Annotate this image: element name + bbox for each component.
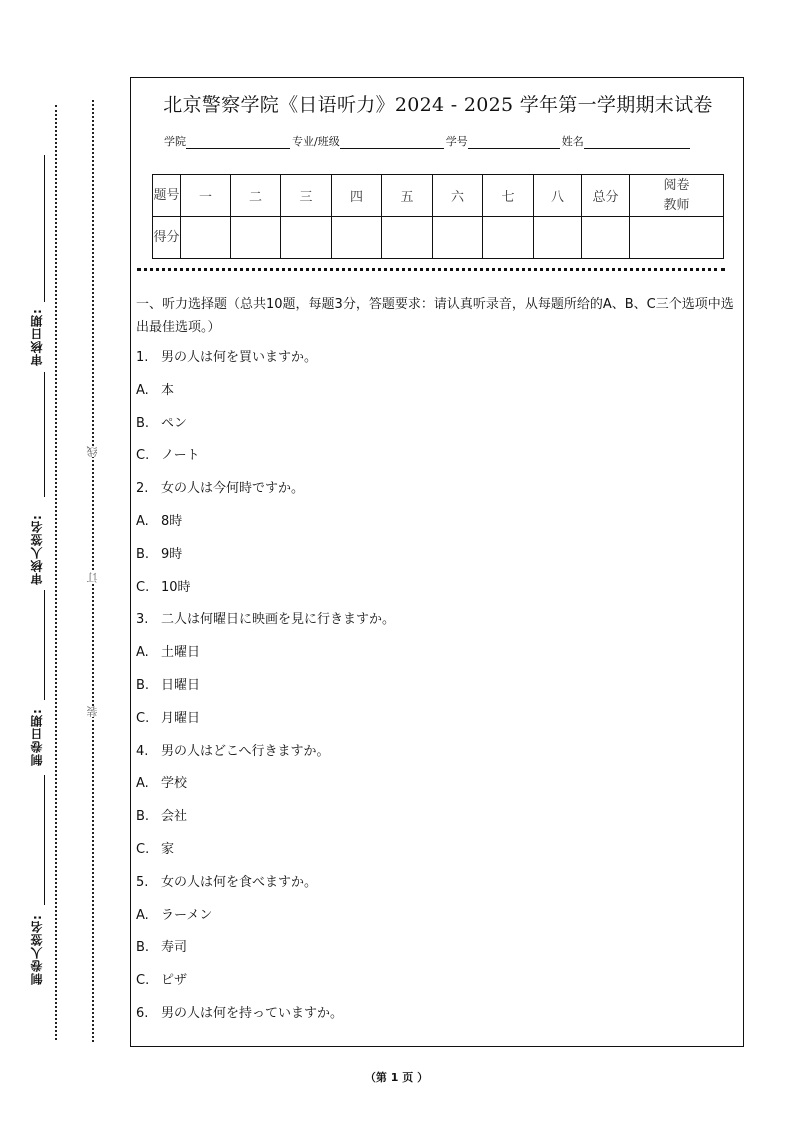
option-2a[interactable]: [136, 512, 744, 545]
student-id-field[interactable]: [468, 136, 560, 149]
option-text: 月曜日: [161, 710, 201, 726]
reviewer-sign-line-2: [44, 590, 45, 700]
score-cell-2[interactable]: [231, 217, 281, 259]
option-5a[interactable]: [136, 906, 744, 939]
reviewer-sign-label: 审核人签名:: [30, 514, 44, 586]
col-4: 四: [332, 175, 382, 217]
option-text: 学校: [161, 776, 188, 792]
option-key: A.: [136, 907, 149, 923]
option-text: 8時: [161, 513, 183, 529]
option-key: C.: [136, 579, 150, 595]
question-5: [136, 873, 744, 906]
option-3b[interactable]: [136, 676, 744, 709]
option-text: ノート: [161, 448, 200, 464]
col-1: 一: [181, 175, 231, 217]
col-6: 六: [433, 175, 483, 217]
page-number: （第 1 页 ）: [364, 1071, 429, 1084]
option-key: A.: [136, 382, 149, 398]
paper-maker-sign-field[interactable]: [28, 910, 52, 990]
col-8: 八: [534, 175, 582, 217]
score-table-header-row: [153, 175, 724, 217]
col-7: 七: [483, 175, 534, 217]
option-2c[interactable]: [136, 578, 744, 611]
review-date-line: [44, 155, 45, 302]
exam-frame: [130, 77, 744, 1047]
question-text: 男の人はどこへ行きますか。: [161, 743, 330, 759]
college-label: 学院: [164, 135, 186, 148]
paper-date-field[interactable]: [28, 705, 52, 770]
option-text: ピザ: [161, 973, 188, 989]
option-text: 土曜日: [161, 645, 201, 661]
question-text: 女の人は何を食べますか。: [161, 874, 318, 890]
score-table: [152, 174, 724, 259]
option-text: 家: [161, 841, 175, 857]
question-1: [136, 348, 744, 381]
option-text: 10時: [161, 579, 191, 595]
option-1b[interactable]: [136, 414, 744, 447]
option-key: B.: [136, 809, 150, 825]
option-key: C.: [136, 710, 150, 726]
option-key: B.: [136, 546, 150, 562]
option-2b[interactable]: [136, 545, 744, 578]
option-key: C.: [136, 448, 150, 464]
option-key: B.: [136, 940, 150, 956]
option-text: 会社: [161, 809, 188, 825]
dotted-separator: [137, 268, 725, 271]
reviewer-sign-field[interactable]: [28, 505, 52, 595]
question-number: 3.: [136, 612, 149, 628]
option-key: A.: [136, 776, 149, 792]
option-key: B.: [136, 677, 150, 693]
option-text: ペン: [161, 415, 188, 431]
question-section: [136, 293, 744, 1037]
score-cell-grader[interactable]: [630, 217, 724, 259]
col-2: 二: [231, 175, 281, 217]
option-key: B.: [136, 415, 150, 431]
option-4a[interactable]: [136, 774, 744, 807]
major-class-label: 专业/班级: [292, 135, 340, 148]
option-5b[interactable]: [136, 938, 744, 971]
option-text: 9時: [161, 546, 183, 562]
option-key: C.: [136, 841, 150, 857]
paper-maker-line: [44, 775, 45, 905]
question-text: 二人は何曜日に映画を見に行きますか。: [161, 612, 396, 628]
score-table-score-row: [153, 217, 724, 259]
name-label: 姓名: [561, 135, 584, 148]
col-grader: 阅卷教师: [630, 175, 724, 217]
score-cell-8[interactable]: [534, 217, 582, 259]
question-4: [136, 742, 744, 775]
score-cell-5[interactable]: [382, 217, 433, 259]
paper-date-label: 制卷日期:: [30, 708, 44, 767]
question-text: 男の人は何を買いますか。: [161, 350, 318, 365]
question-number: 2.: [136, 481, 149, 497]
option-4b[interactable]: [136, 807, 744, 840]
student-id-label: 学号: [445, 135, 468, 148]
question-number: 5.: [136, 874, 149, 890]
question-number: 6.: [136, 1005, 149, 1021]
college-field[interactable]: [186, 136, 290, 149]
option-4c[interactable]: [136, 840, 744, 873]
option-key: C.: [136, 973, 150, 989]
col-3: 三: [281, 175, 332, 217]
cut-mark-ding: 订: [86, 572, 99, 583]
section-instruction: 一、听力选择题（总共10题，每题3分，答题要求：请认真听录音，从每题所给的A、B、C三个选项中选出最佳选项。）: [136, 297, 734, 335]
option-text: ラーメン: [161, 907, 213, 923]
review-date-field[interactable]: [28, 302, 52, 372]
exam-title: 北京警察学院《日语听力》2024 - 2025 学年第一学期期末试卷: [163, 94, 713, 116]
option-1a[interactable]: [136, 381, 744, 414]
option-text: 日曜日: [161, 677, 201, 693]
score-cell-4[interactable]: [332, 217, 382, 259]
row-label-score: 得分: [153, 217, 181, 259]
col-total: 总分: [582, 175, 630, 217]
option-key: A.: [136, 513, 149, 529]
option-5c[interactable]: [136, 971, 744, 1004]
question-text: 女の人は今何時ですか。: [161, 481, 305, 497]
score-cell-1[interactable]: [181, 217, 231, 259]
paper-maker-sign-label: 制卷人签名:: [30, 914, 44, 986]
option-text: 寿司: [161, 940, 188, 956]
col-5: 五: [382, 175, 433, 217]
option-3a[interactable]: [136, 643, 744, 676]
reviewer-sign-line: [44, 372, 45, 497]
question-text: 男の人は何を持っていますか。: [161, 1005, 344, 1021]
row-label-question-no: 题号: [153, 175, 181, 217]
score-cell-6[interactable]: [433, 217, 483, 259]
binding-dotted-line-outer: [55, 105, 57, 1040]
score-cell-total[interactable]: [582, 217, 630, 259]
name-field[interactable]: [584, 136, 690, 149]
question-6: [136, 1004, 744, 1037]
major-class-field[interactable]: [340, 136, 444, 149]
binding-dotted-line-inner: [92, 100, 94, 1042]
question-2: [136, 479, 744, 512]
question-number: 1.: [136, 350, 149, 365]
option-3c[interactable]: [136, 709, 744, 742]
option-1c[interactable]: [136, 446, 744, 479]
question-number: 4.: [136, 743, 149, 759]
cut-mark-xian: 线: [86, 446, 99, 457]
review-date-label: 审核日期:: [30, 308, 44, 366]
cut-mark-zhuang: 装: [86, 706, 99, 717]
question-3: [136, 610, 744, 643]
option-key: A.: [136, 645, 149, 661]
option-text: 本: [161, 382, 175, 398]
student-info-row: [164, 133, 692, 149]
score-cell-7[interactable]: [483, 217, 534, 259]
score-cell-3[interactable]: [281, 217, 332, 259]
